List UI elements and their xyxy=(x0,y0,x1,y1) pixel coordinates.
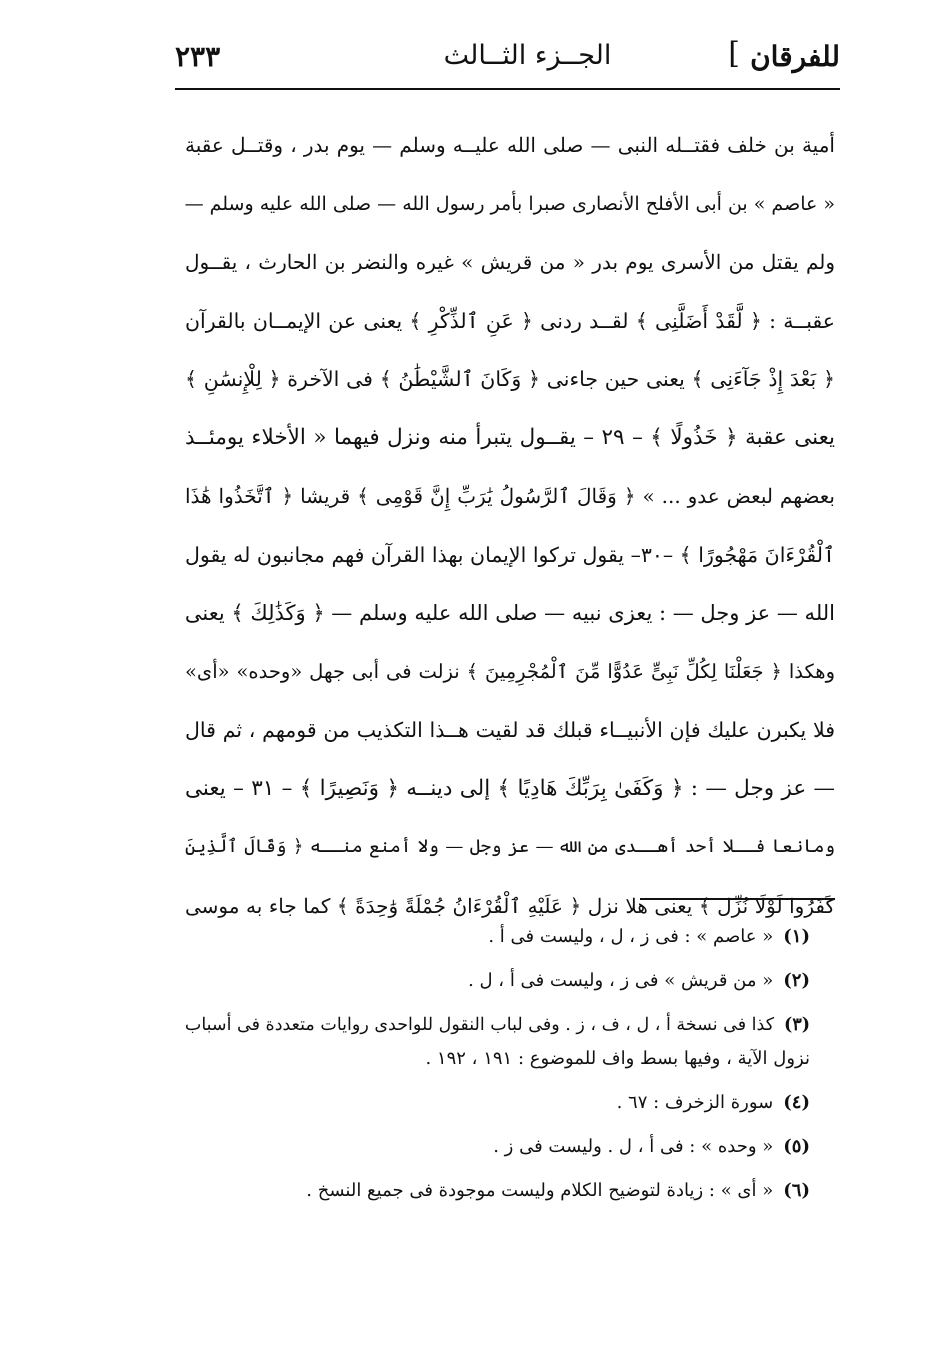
text-line: « عاصم » بن أبى الأفلح الأنصارى صبرا بأمر رسول الله — صلى الله عليه وسلم — xyxy=(184,192,835,215)
text-line: أمية بن خلف فقتــله النبى — صلى الله عليــه وسلم — يوم بدر ، وقتــل عقبة xyxy=(185,133,835,157)
footnote xyxy=(185,1088,810,1118)
footnote-number: (٢) xyxy=(783,970,810,991)
footnote-number: (٥) xyxy=(783,1136,810,1157)
footnote-text: سورة الزخرف : ٦٧ . xyxy=(616,1092,774,1113)
footnotes xyxy=(185,922,810,1220)
text-line: ومانعا فــلا أحد أهــدى من الله — عز وجل — ولا أمنع منــه ﴿ وَقَالَ ٱلَّذِينَ xyxy=(185,836,835,857)
footnote-rule xyxy=(640,898,835,900)
footnote-number: (١) xyxy=(783,926,810,947)
footnote-number: (٦) xyxy=(783,1180,810,1201)
text-line: ٱلْقُرْءَانَ مَهْجُورًا ﴾ –٣٠– يقول تركوا الإيمان بهذا القرآن فهم مجانبون له يقول xyxy=(185,542,835,567)
text-line: — عز وجل — : ﴿ وَكَفَىٰ بِرَبِّكَ هَادِيًا ﴾ إلى دينــه ﴿ وَنَصِيرًا ﴾ – ٣١ – يعنى xyxy=(185,775,835,801)
running-head xyxy=(175,30,840,86)
footnote-text: « وحده » : فى أ ، ل . وليست فى ز . xyxy=(493,1136,774,1157)
part-title: الجــزء الثــالث xyxy=(443,40,612,71)
text-line: يعنى عقبة ﴿ خَذُولًا ﴾ – ٢٩ – يقــول يتبرأ منه ونزل فيهما « الأخلاء يومئــذ xyxy=(185,424,836,450)
footnote xyxy=(185,1132,810,1162)
footnote-text: كذا فى نسخة أ ، ل ، ف ، ز . وفى لباب النقول للواحدى روايات متعددة فى أسباب xyxy=(184,1015,775,1035)
head-bracket: ] xyxy=(728,36,740,71)
text-line: كَفَرُوا لَوْلَا نُزِّلَ ﴾ يعنى هلا نزل ﴿ عَلَيْهِ ٱلْقُرْءَانُ جُمْلَةً وَٰحِدَةً ﴾ كما جاء به موسى xyxy=(185,893,835,918)
text-line: عقبــة : ﴿ لَّقَدْ أَضَلَّنِى ﴾ لقــد ردنى ﴿ عَنِ ٱلذِّكْرِ ﴾ يعنى عن الإيمــان بالقرآن xyxy=(185,308,835,333)
footnote-text: « عاصم » : فى ز ، ل ، وليست فى أ . xyxy=(488,926,774,947)
footnote-text: نزول الآية ، وفيها بسط واف للموضوع : ١٩١ ، ١٩٢ . xyxy=(425,1048,810,1069)
body-text xyxy=(185,116,835,935)
text-line: بعضهم لبعض عدو ... » ﴿ وَقَالَ ٱلرَّسُولُ يَٰرَبِّ إِنَّ قَوْمِى ﴾ قريشا ﴿ ٱتَّخَذُوا هَٰذَا xyxy=(185,484,835,508)
footnote-text: « من قريش » فى ز ، وليست فى أ ، ل . xyxy=(468,970,774,991)
footnote xyxy=(185,1010,810,1040)
text-line: وهكذا ﴿ جَعَلْنَا لِكُلِّ نَبِىٍّ عَدُوًّا مِّنَ ٱلْمُجْرِمِينَ ﴾ نزلت فى أبى جهل «وحده» «أى» xyxy=(185,659,835,683)
text-line: فلا يكبرن عليك فإن الأنبيــاء قبلك قد لقيت هــذا التكذيب من قومهم ، ثم قال xyxy=(185,718,835,742)
footnote-continuation xyxy=(185,1044,810,1074)
footnote xyxy=(185,966,810,996)
text-line: ولم يقتل من الأسرى يوم بدر « من قريش » غيره والنضر بن الحارث ، يقــول xyxy=(185,250,835,274)
footnote xyxy=(185,922,810,952)
footnote xyxy=(185,1176,810,1206)
page-number: ٢٣٣ xyxy=(175,40,221,73)
footnote-number: (٤) xyxy=(783,1092,810,1113)
surah-title: للفرقان xyxy=(750,40,840,73)
footnote-number: (٣) xyxy=(784,1015,810,1035)
header-rule xyxy=(175,88,840,90)
footnote-text: « أى » : زيادة لتوضيح الكلام وليست موجودة فى جميع النسخ . xyxy=(306,1180,774,1201)
text-line: الله — عز وجل — : يعزى نبيه — صلى الله عليه وسلم — ﴿ وَكَذَٰلِكَ ﴾ يعنى xyxy=(184,601,835,625)
text-line: ﴿ بَعْدَ إِذْ جَآءَنِى ﴾ يعنى حين جاءنى ﴿ وَكَانَ ٱلشَّيْطَٰنُ ﴾ فى الآخرة ﴿ لِلْإِنسَٰنِ ﴾ xyxy=(185,367,835,391)
